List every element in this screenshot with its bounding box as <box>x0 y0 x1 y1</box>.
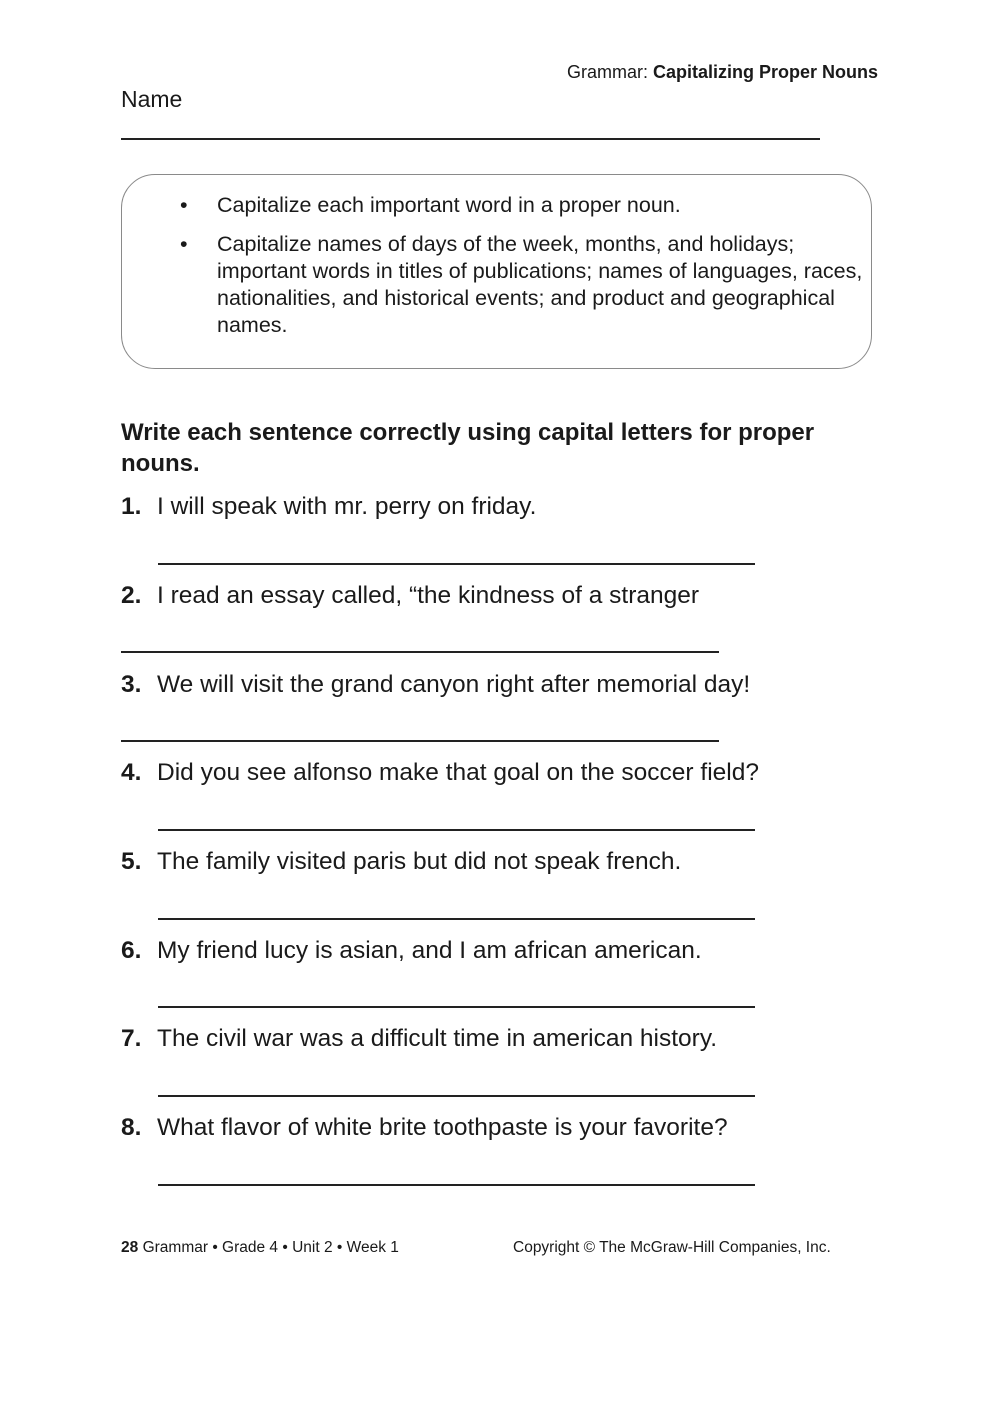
exercise-item <box>121 936 702 966</box>
instructions-heading: Write each sentence correctly using capital letters for proper nouns. <box>121 419 815 477</box>
answer-line[interactable] <box>158 1184 755 1186</box>
page-number: 28 <box>121 1239 139 1256</box>
item-sentence: The family visited paris but did not speak french. <box>157 848 682 875</box>
item-number: 2. <box>121 582 142 609</box>
item-number: 5. <box>121 848 142 875</box>
rule-item <box>180 192 870 219</box>
answer-line[interactable] <box>158 563 755 565</box>
exercise-item <box>121 492 536 522</box>
exercise-item <box>121 581 699 611</box>
topic-title: Capitalizing Proper Nouns <box>652 62 878 82</box>
answer-line[interactable] <box>158 1006 755 1008</box>
name-write-line[interactable] <box>121 138 820 140</box>
rules-list <box>180 192 870 351</box>
item-sentence: We will visit the grand canyon right after memorial day! <box>157 671 751 698</box>
name-label: Name <box>121 86 183 112</box>
item-number: 1. <box>121 493 142 520</box>
answer-line[interactable] <box>158 918 755 920</box>
bullet-icon: • <box>180 193 188 217</box>
answer-line[interactable] <box>121 740 719 742</box>
item-sentence: I will speak with mr. perry on friday. <box>157 493 537 520</box>
course-info: Grammar • Grade 4 • Unit 2 • Week 1 <box>142 1239 399 1256</box>
rule-item <box>180 231 870 339</box>
footer-copyright: Copyright © The McGraw-Hill Companies, Inc. <box>513 1239 831 1256</box>
bullet-icon: • <box>180 232 188 256</box>
item-number: 3. <box>121 671 142 698</box>
subject-label: Grammar: <box>566 62 648 82</box>
exercise-item <box>121 847 681 877</box>
item-sentence: What flavor of white brite toothpaste is your favorite? <box>157 1114 728 1141</box>
item-number: 6. <box>121 937 142 964</box>
exercise-item <box>121 1024 717 1054</box>
item-number: 8. <box>121 1114 142 1141</box>
exercise-item <box>121 670 750 700</box>
rule-text: Capitalize names of days of the week, months, and holidays; important words in titles of publications; names of languages, races, nationalities, and historical events; and product and geographical names. <box>217 232 863 337</box>
item-sentence: My friend lucy is asian, and I am african american. <box>157 937 702 964</box>
answer-line[interactable] <box>158 829 755 831</box>
item-number: 4. <box>121 759 142 786</box>
worksheet-topic-header <box>567 61 878 83</box>
exercise-item <box>121 758 759 788</box>
footer-course-info <box>121 1238 399 1258</box>
item-sentence: Did you see alfonso make that goal on the soccer field? <box>157 759 759 786</box>
item-sentence: I read an essay called, “the kindness of a stranger <box>157 582 700 609</box>
rule-text: Capitalize each important word in a proper noun. <box>217 193 681 217</box>
item-number: 7. <box>121 1025 142 1052</box>
answer-line[interactable] <box>158 1095 755 1097</box>
answer-line[interactable] <box>121 651 719 653</box>
item-sentence: The civil war was a difficult time in american history. <box>157 1025 718 1052</box>
exercise-item <box>121 1113 728 1143</box>
